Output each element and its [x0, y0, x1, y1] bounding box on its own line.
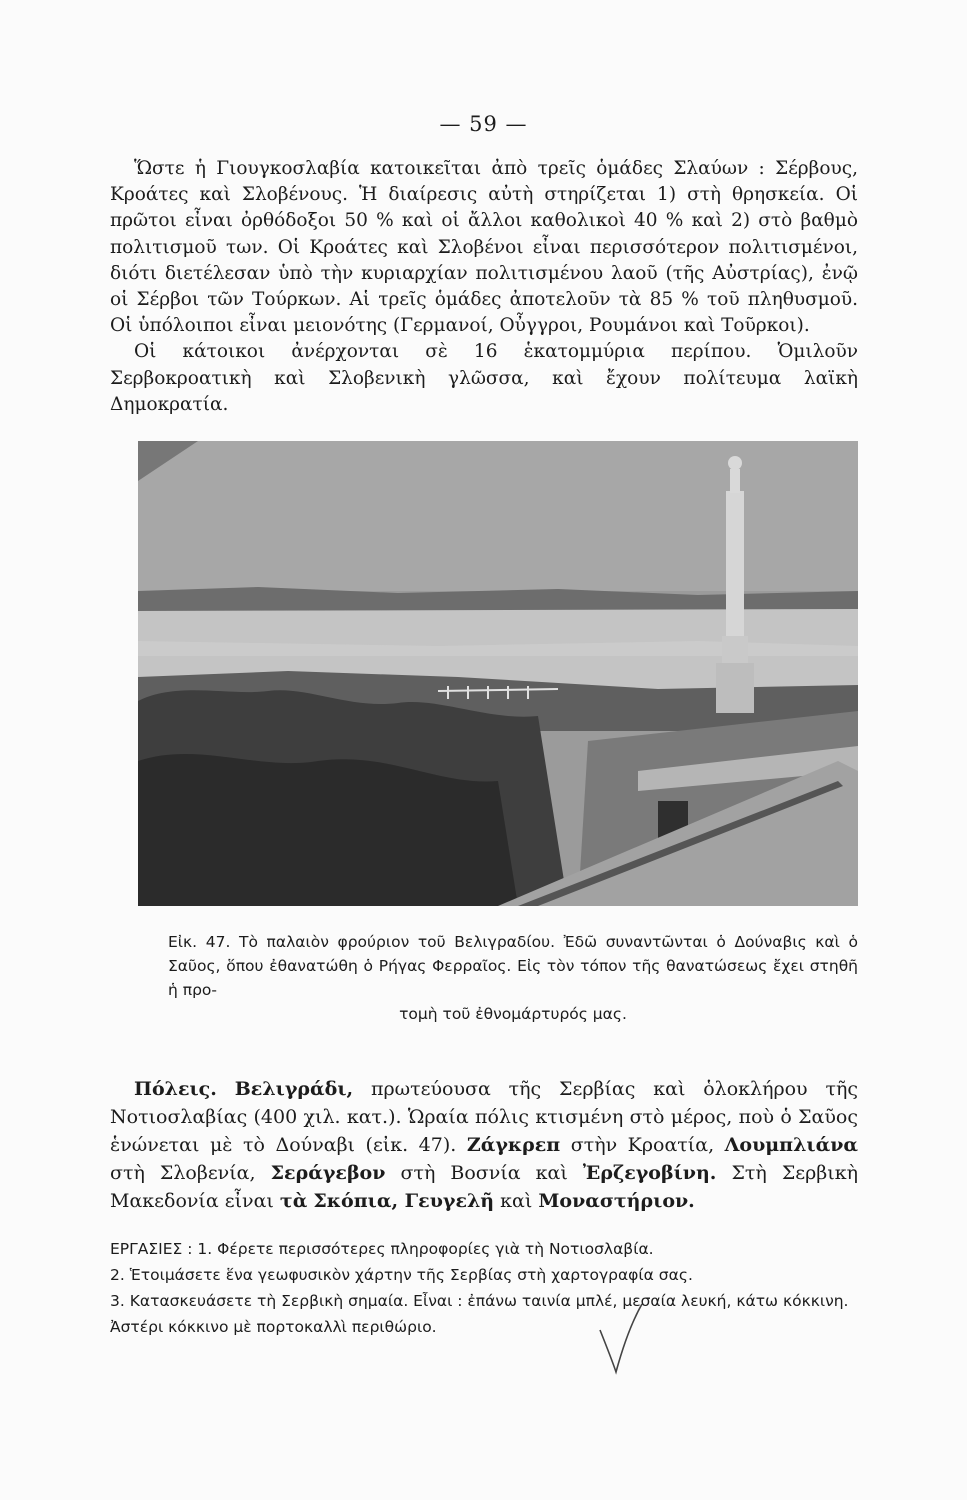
task-item-1 [110, 1236, 858, 1262]
tasks-label: ΕΡΓΑΣΙΕΣ : [110, 1240, 193, 1258]
task-number-2: 2. [110, 1266, 125, 1284]
cities-text-4: στὴ Βοσνία καὶ [385, 1162, 583, 1184]
intro-paragraph-2: Οἱ κάτοικοι ἀνέρχονται σὲ 16 ἑκατομμύρια περίπου. Ὁμιλοῦν Σερβοκροατικὴ καὶ Σλοβενικὴ γλῶσσα, καὶ ἔχουν πολίτευμα λαϊκὴ Δημοκρατία. [110, 341, 858, 415]
cities-text-2: στὴν Κροατία, [560, 1134, 725, 1156]
cities-heading: Πόλεις. [134, 1078, 217, 1100]
city-belgrade: Βελιγράδι, [234, 1078, 354, 1100]
intro-text [110, 156, 858, 418]
intro-paragraph-1: Ὥστε ἡ Γιουγκοσλαβία κατοικεῖται ἀπὸ τρεῖς ὁμάδες Σλαύων : Σέρβους, Κροάτες καὶ Σλοβένους. Ἡ διαίρεσις αὐτὴ στηρίζεται 1) στὴ θρησκεία. Οἱ πρῶτοι εἶναι ὀρθόδοξοι 50 % καὶ οἱ ἄλλοι καθολικοὶ 40 % καὶ 2) στὸ βαθμὸ πολιτισμοῦ των. Οἱ Κροάτες καὶ Σλοβένοι εἶναι περισσότερον πολιτισμένοι, διότι διετέλεσαν ὑπὸ τὴν κυριαρχίαν πολιτισμένου λαοῦ (τῆς Αὐστρίας), ἐνῷ οἱ Σέρβοι τῶν Τούρκων. Αἱ τρεῖς ὁμάδες ἀποτελοῦν τὰ 85 % τοῦ πληθυσμοῦ. Οἱ ὑπόλοιποι εἶναι μειονότης (Γερμανοί, Οὖγγροι, Ρουμάνοι καὶ Τοῦρκοι). [110, 158, 858, 337]
city-sarajevo: Σεράγεβον [270, 1162, 386, 1184]
figure-caption-main: Εἰκ. 47. Τὸ παλαιὸν φρούριον τοῦ Βελιγραδίου. Ἐδῶ συναντῶνται ὁ Δούναβις καὶ ὁ Σαῦος, ὅπου ἐθανατώθη ὁ Ρήγας Φερραῖος. Εἰς τὸν τόπον τῆς θανατώσεως ἔχει στηθῆ ἡ προ- [168, 933, 858, 999]
city-ljubljana: Λουμπλιάνα [724, 1134, 859, 1156]
task-number-1: 1. [197, 1240, 213, 1258]
cities-paragraph [110, 1075, 858, 1215]
task-number-3: 3. [110, 1292, 125, 1310]
figure-caption-last: τομὴ τοῦ ἐθνομάρτυρός μας. [399, 1005, 627, 1023]
cities-text-5: Στὴ Σερβικὴ Μακεδονία εἶναι [110, 1162, 858, 1212]
cities-text-3: στὴ Σλοβενία, [110, 1162, 271, 1184]
task-item-3 [110, 1288, 858, 1340]
city-skopje-gevgelija: Σκόπια, Γευγελῆ [313, 1190, 495, 1212]
page-number: — 59 — [439, 112, 528, 136]
cities-text [110, 1075, 858, 1215]
tasks-section [110, 1236, 858, 1340]
task-text-2: Ἑτοιμάσετε ἕνα γεωφυσικὸν χάρτην τῆς Σερβίας στὴ χαρτογραφία σας. [129, 1266, 693, 1284]
city-zagreb: Ζάγκρεπ [466, 1134, 561, 1156]
figure-caption [168, 930, 858, 1026]
belgrade-fortress-photo [138, 441, 858, 906]
task-item-2 [110, 1262, 858, 1288]
cities-text-1: πρωτεύουσα τῆς Σερβίας καὶ ὁλοκλήρου τῆς Νοτιοσλαβίας (400 χιλ. κατ.). Ὡραία πόλις κτισμένη στὸ μέρος, ποὺ ὁ Σαῦος ἑνώνεται μὲ τὸ Δούναβι (εἰκ. 47). [110, 1078, 858, 1156]
task-text-3: Κατασκευάσετε τὴ Σερβικὴ σημαία. Εἶναι : ἐπάνω ταινία μπλέ, μεσαία λευκή, κάτω κόκκινη. Ἀστέρι κόκκινο μὲ πορτοκαλλὶ περιθώριο. [110, 1292, 849, 1336]
handwritten-check-mark [596, 1300, 646, 1376]
city-monastir: Μοναστήριον. [538, 1190, 695, 1212]
cities-ta: τὰ [279, 1190, 308, 1212]
cities-text-6: καὶ [494, 1190, 539, 1212]
region-herzegovina: Ἐρζεγοβίνη. [582, 1162, 717, 1184]
task-text-1: Φέρετε περισσότερες πληροφορίες γιὰ τὴ Νοτιοσλαβία. [217, 1240, 654, 1258]
